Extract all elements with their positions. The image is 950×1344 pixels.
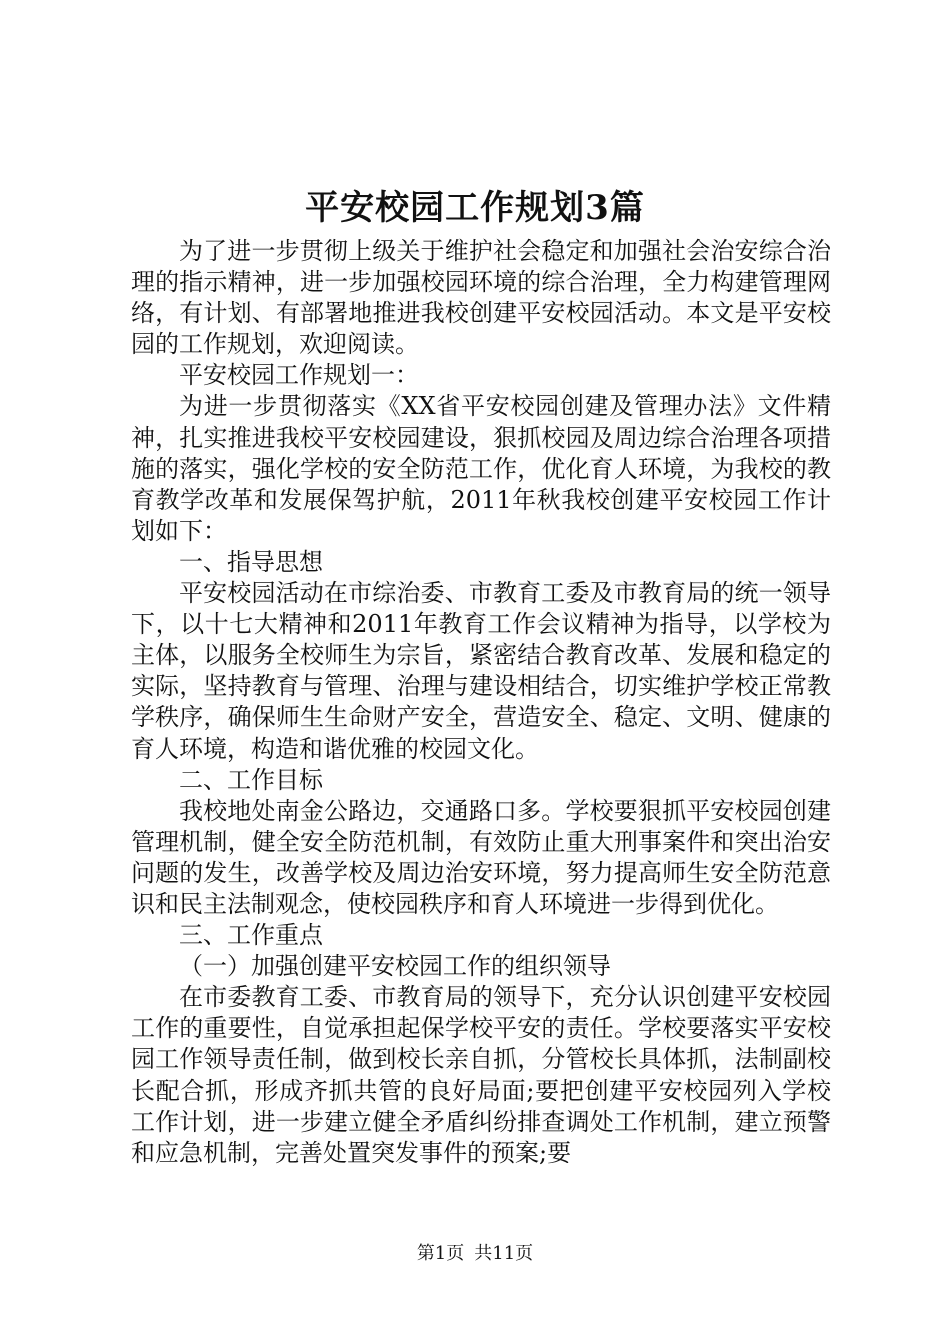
section-heading-guiding-thought: 一、指导思想 <box>179 547 323 576</box>
page-number: 第1页 <box>416 1243 465 1264</box>
paragraph-intro: 为了进一步贯彻上级关于维护社会稳定和加强社会治安综合治理的指示精神，进一步加强校园环境的综合治理，全力构建管理网络，有计划、有部署地推进我校创建平安校园活动。本文是平安校园的工作规划，欢迎阅读。 <box>131 237 831 359</box>
page-total: 共11页 <box>474 1243 534 1264</box>
document-body <box>131 236 831 1169</box>
paragraph-guiding-thought: 平安校园活动在市综治委、市教育工委及市教育局的统一领导下，以十七大精神和2011年教育工作会议精神为指导，以学校为主体，以服务全校师生为宗旨，紧密结合教育改革、发展和稳定的实际，坚持教育与管理、治理与建设相结合，切实维护学校正常教学秩序，确保师生生命财产安全，营造安全、稳定、文明、健康的育人环境，构造和谐优雅的校园文化。 <box>131 579 831 763</box>
section-heading-work-focus: 三、工作重点 <box>179 921 323 950</box>
paragraph-purpose: 为进一步贯彻落实《XX省平安校园创建及管理办法》文件精神，扎实推进我校平安校园建设，狠抓校园及周边综合治理各项措施的落实，强化学校的安全防范工作，优化育人环境，为我校的教育教学改革和发展保驾护航，2011年秋我校创建平安校园工作计划如下： <box>131 392 831 545</box>
section-heading-work-goals: 二、工作目标 <box>179 765 323 794</box>
paragraph-leadership: 在市委教育工委、市教育局的领导下，充分认识创建平安校园工作的重要性，自觉承担起保学校平安的责任。学校要落实平安校园工作领导责任制，做到校长亲自抓，分管校长具体抓，法制副校长配合抓，形成齐抓共管的良好局面;要把创建平安校园列入学校工作计划，进一步建立健全矛盾纠纷排查调处工作机制，建立预警和应急机制，完善处置突发事件的预案;要 <box>131 983 831 1167</box>
page-footer <box>0 1242 950 1266</box>
document-title: 平安校园工作规划3篇 <box>305 188 645 228</box>
paragraph-work-goals: 我校地处南金公路边，交通路口多。学校要狠抓平安校园创建管理机制，健全安全防范机制，有效防止重大刑事案件和突出治安问题的发生，改善学校及周边治安环境，努力提高师生安全防范意识和民主法制观念，使校园秩序和育人环境进一步得到优化。 <box>131 796 831 918</box>
section-heading-plan-one: 平安校园工作规划一： <box>179 361 419 390</box>
subsection-heading-leadership: （一）加强创建平安校园工作的组织领导 <box>179 952 611 981</box>
